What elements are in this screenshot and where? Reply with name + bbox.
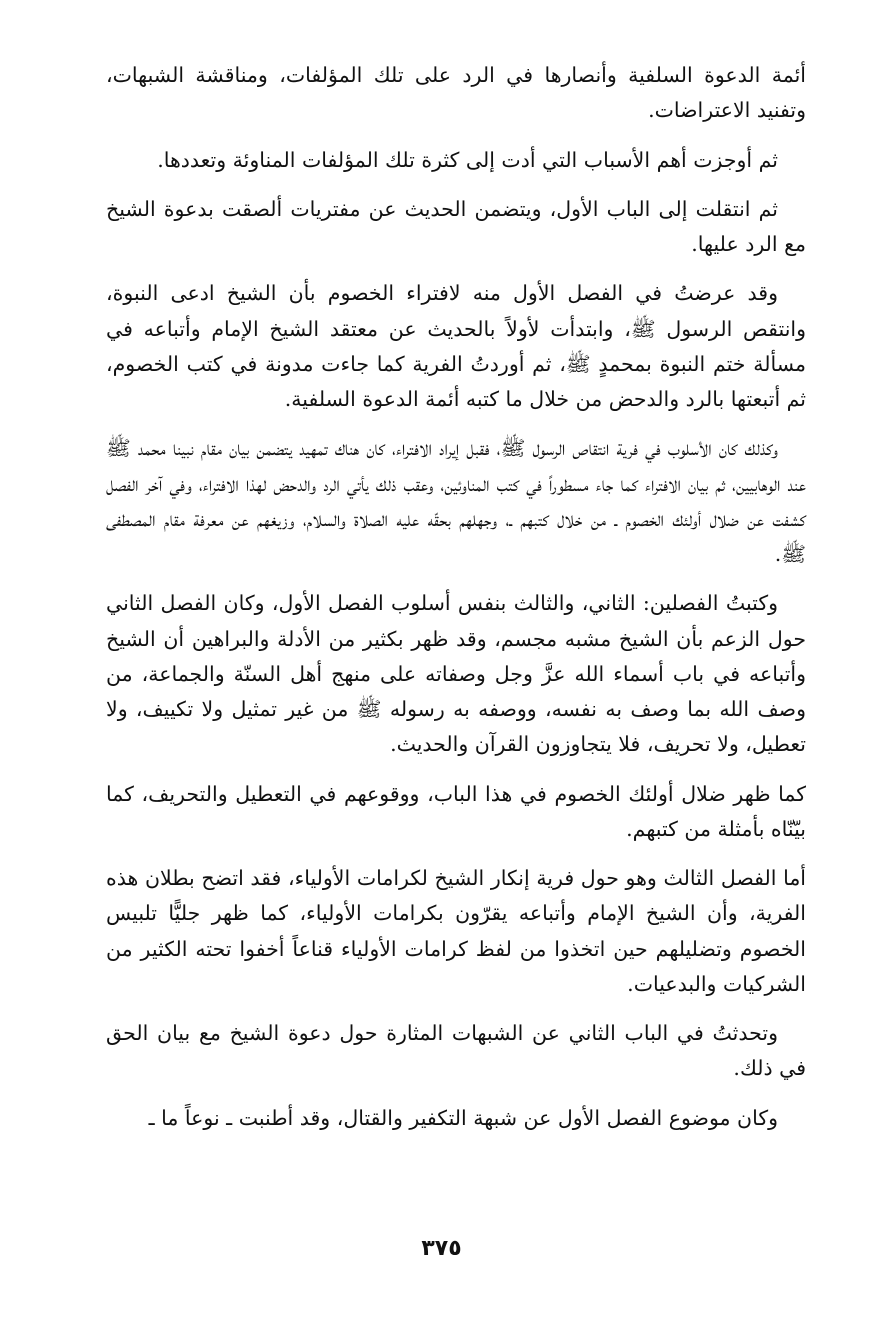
paragraph: وكان موضوع الفصل الأول عن شبهة التكفير والقتال، وقد أطنبت ـ نوعاً ما ـ xyxy=(148,1105,778,1130)
paragraph: وقد عرضتُ في الفصل الأول منه لافتراء الخصوم بأن الشيخ ادعى النبوة، وانتقص الرسول ﷺ، وابتدأت لأولاً بالحديث عن معتقد الشيخ الإمام وأتباعه في مسألة ختم النبوة بمحمدٍ ﷺ، ثم أوردتُ الفرية كما جاءت مدونة في كتب الخصوم، ثم أتبعتها بالرد والدحض من خلال ما كتبه أئمة الدعوة السلفية. xyxy=(106,281,806,411)
document-page xyxy=(106,58,806,1150)
paragraph: وتحدثتُ في الباب الثاني عن الشبهات المثارة حول دعوة الشيخ مع بيان الحق في ذلك. xyxy=(106,1021,806,1081)
paragraph: وكذلك كان الأسلوب في فرية انتقاص الرسول ﷺ، فقبل إيراد الافتراء، كان هناك تمهيد يتضمن بيان مقام نبينا محمد ﷺ عند الوهابيين، ثم بيان الافتراء كما جاء مسطوراً في كتب المناوئين، وعقب ذلك يأتي الرد والدحض لهذا الافتراء، وفي آخر الفصل كشفت عن ضلال أولئك الخصوم ـ من خلال كتبهم ـ، وجهلهم بحقّه عليه الصلاة والسلام، وزيغهم عن معرفة مقام المصطفى ﷺ. xyxy=(106,436,806,566)
paragraph: أما الفصل الثالث وهو حول فرية إنكار الشيخ لكرامات الأولياء، فقد اتضح بطلان هذه الفرية، وأن الشيخ الإمام وأتباعه يقرّون بكرامات الأولياء، كما ظهر جليًّا تلبيس الخصوم وتضليلهم حين اتخذوا من لفظ كرامات الأولياء قناعاً أخفوا تحته الكثير من الشركيات والبدعيات. xyxy=(106,866,806,996)
paragraph: كما ظهر ضلال أولئك الخصوم في هذا الباب، ووقوعهم في التعطيل والتحريف، كما بيّنّاه بأمثلة من كتبهم. xyxy=(106,781,806,841)
paragraph: وكتبتُ الفصلين: الثاني، والثالث بنفس أسلوب الفصل الأول، وكان الفصل الثاني حول الزعم بأن الشيخ مشبه مجسم، وقد ظهر بكثير من الأدلة والبراهين أن الشيخ وأتباعه في باب أسماء الله عزَّ وجل وصفاته على منهج أهل السنّة والجماعة، من وصف الله بما وصف به نفسه، ووصفه به رسوله ﷺ من غير تمثيل ولا تكييف، ولا تعطيل، ولا تحريف، فلا يتجاوزون القرآن والحديث. xyxy=(106,591,806,757)
paragraph: ثم انتقلت إلى الباب الأول، ويتضمن الحديث عن مفتريات ألصقت بدعوة الشيخ مع الرد عليها. xyxy=(106,196,806,256)
paragraph-continuation: أئمة الدعوة السلفية وأنصارها في الرد على تلك المؤلفات، ومناقشة الشبهات، وتفنيد الاعتراضات. xyxy=(106,63,806,123)
page-number: ٣٧٥ xyxy=(421,1236,462,1261)
paragraph: ثم أوجزت أهم الأسباب التي أدت إلى كثرة تلك المؤلفات المناوئة وتعددها. xyxy=(157,147,778,172)
